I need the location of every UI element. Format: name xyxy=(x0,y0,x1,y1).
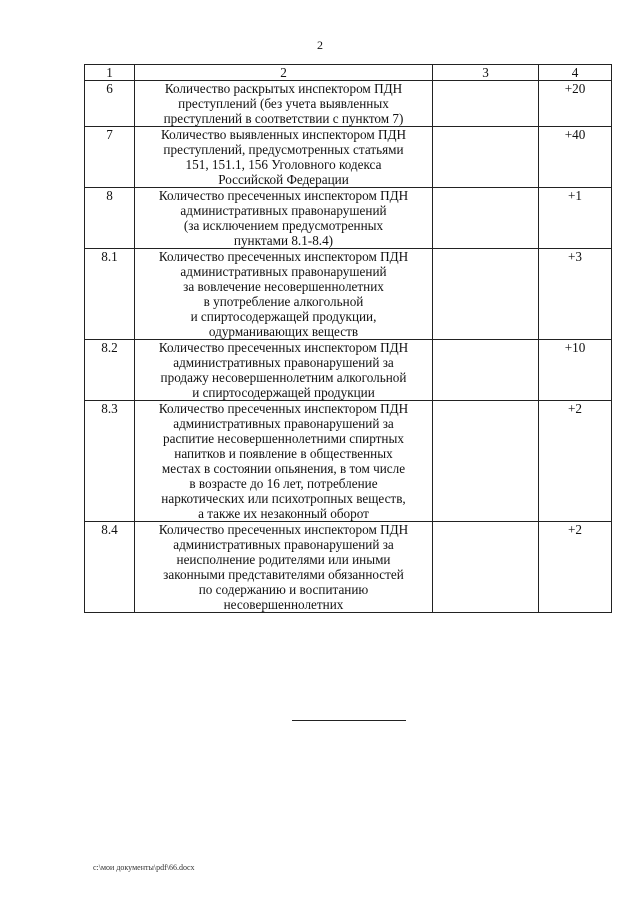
description-line: пунктами 8.1-8.4) xyxy=(233,233,334,248)
header-cell-3: 3 xyxy=(433,65,539,81)
header-cell-2: 2 xyxy=(135,65,433,81)
description-line: Количество пресеченных инспектором ПДН xyxy=(158,340,409,355)
description-line: административных правонарушений за xyxy=(173,537,394,552)
points-cell: +10 xyxy=(539,340,612,401)
description-line: Количество пресеченных инспектором ПДН xyxy=(158,522,409,537)
column-3-cell xyxy=(433,522,539,613)
item-number-cell: 8 xyxy=(85,188,135,249)
column-3-cell xyxy=(433,249,539,340)
description-line: законными представителями обязанностей xyxy=(163,567,404,582)
table-row xyxy=(85,127,612,188)
description-line: и спиртосодержащей продукции, xyxy=(190,309,377,324)
points-cell: +1 xyxy=(539,188,612,249)
item-number-cell: 8.3 xyxy=(85,401,135,522)
table-header-row xyxy=(85,65,612,81)
points-cell: +40 xyxy=(539,127,612,188)
page-number: 2 xyxy=(317,38,323,52)
description-line: Количество выявленных инспектором ПДН xyxy=(160,127,407,142)
table-row xyxy=(85,188,612,249)
description-line: преступлений, предусмотренных статьями xyxy=(163,142,404,157)
table-row xyxy=(85,249,612,340)
description-line: наркотических или психотропных веществ, xyxy=(161,491,406,506)
table-row xyxy=(85,81,612,127)
description-line: Количество пресеченных инспектором ПДН xyxy=(158,188,409,203)
item-number-cell: 7 xyxy=(85,127,135,188)
indicator-description-cell xyxy=(135,522,433,613)
points-cell: +2 xyxy=(539,522,612,613)
item-number-cell: 6 xyxy=(85,81,135,127)
description-line: преступлений в соответствии с пунктом 7) xyxy=(163,111,404,126)
description-line: преступлений (без учета выявленных xyxy=(178,96,389,111)
column-3-cell xyxy=(433,340,539,401)
indicator-description-cell xyxy=(135,127,433,188)
item-number-cell: 8.1 xyxy=(85,249,135,340)
points-cell: +20 xyxy=(539,81,612,127)
description-line: Российской Федерации xyxy=(218,172,349,187)
indicator-description-cell xyxy=(135,249,433,340)
description-line: продажу несовершеннолетним алкогольной xyxy=(160,370,407,385)
description-line: несовершеннолетних xyxy=(223,597,344,612)
column-3-cell xyxy=(433,401,539,522)
header-cell-4: 4 xyxy=(539,65,612,81)
header-cell-1: 1 xyxy=(85,65,135,81)
file-path-footer: c:\мои документы\pdf\66.docx xyxy=(93,863,195,872)
description-line: неисполнение родителями или иными xyxy=(176,552,391,567)
description-line: Количество пресеченных инспектором ПДН xyxy=(158,401,409,416)
description-line: по содержанию и воспитанию xyxy=(198,582,369,597)
column-3-cell xyxy=(433,127,539,188)
description-line: административных правонарушений за xyxy=(173,416,394,431)
description-line: (за исключением предусмотренных xyxy=(183,218,384,233)
column-3-cell xyxy=(433,188,539,249)
table-row xyxy=(85,401,612,522)
description-line: административных правонарушений за xyxy=(173,355,394,370)
description-line: и спиртосодержащей продукции xyxy=(192,385,375,400)
description-line: а также их незаконный оборот xyxy=(198,506,369,521)
points-cell: +3 xyxy=(539,249,612,340)
description-line: административных правонарушений xyxy=(180,203,387,218)
description-line: Количество раскрытых инспектором ПДН xyxy=(164,81,403,96)
description-line: одурманивающих веществ xyxy=(208,324,359,339)
indicator-description-cell xyxy=(135,81,433,127)
description-line: за вовлечение несовершеннолетних xyxy=(183,279,384,294)
description-line: местах в состоянии опьянения, в том числе xyxy=(161,461,406,476)
description-line: распитие несовершеннолетними спиртных xyxy=(163,431,404,446)
criteria-table xyxy=(84,64,612,613)
description-line: административных правонарушений xyxy=(180,264,387,279)
description-line: напитков и появление в общественных xyxy=(174,446,393,461)
criteria-table-body xyxy=(85,65,612,613)
indicator-description-cell xyxy=(135,401,433,522)
description-line: 151, 151.1, 156 Уголовного кодекса xyxy=(185,157,382,172)
indicator-description-cell xyxy=(135,188,433,249)
table-row xyxy=(85,340,612,401)
item-number-cell: 8.2 xyxy=(85,340,135,401)
item-number-cell: 8.4 xyxy=(85,522,135,613)
column-3-cell xyxy=(433,81,539,127)
description-line: в возрасте до 16 лет, потребление xyxy=(189,476,378,491)
table-row xyxy=(85,522,612,613)
indicator-description-cell xyxy=(135,340,433,401)
description-line: в употребление алкогольной xyxy=(203,294,364,309)
description-line: Количество пресеченных инспектором ПДН xyxy=(158,249,409,264)
points-cell: +2 xyxy=(539,401,612,522)
closing-divider-line xyxy=(292,720,406,721)
